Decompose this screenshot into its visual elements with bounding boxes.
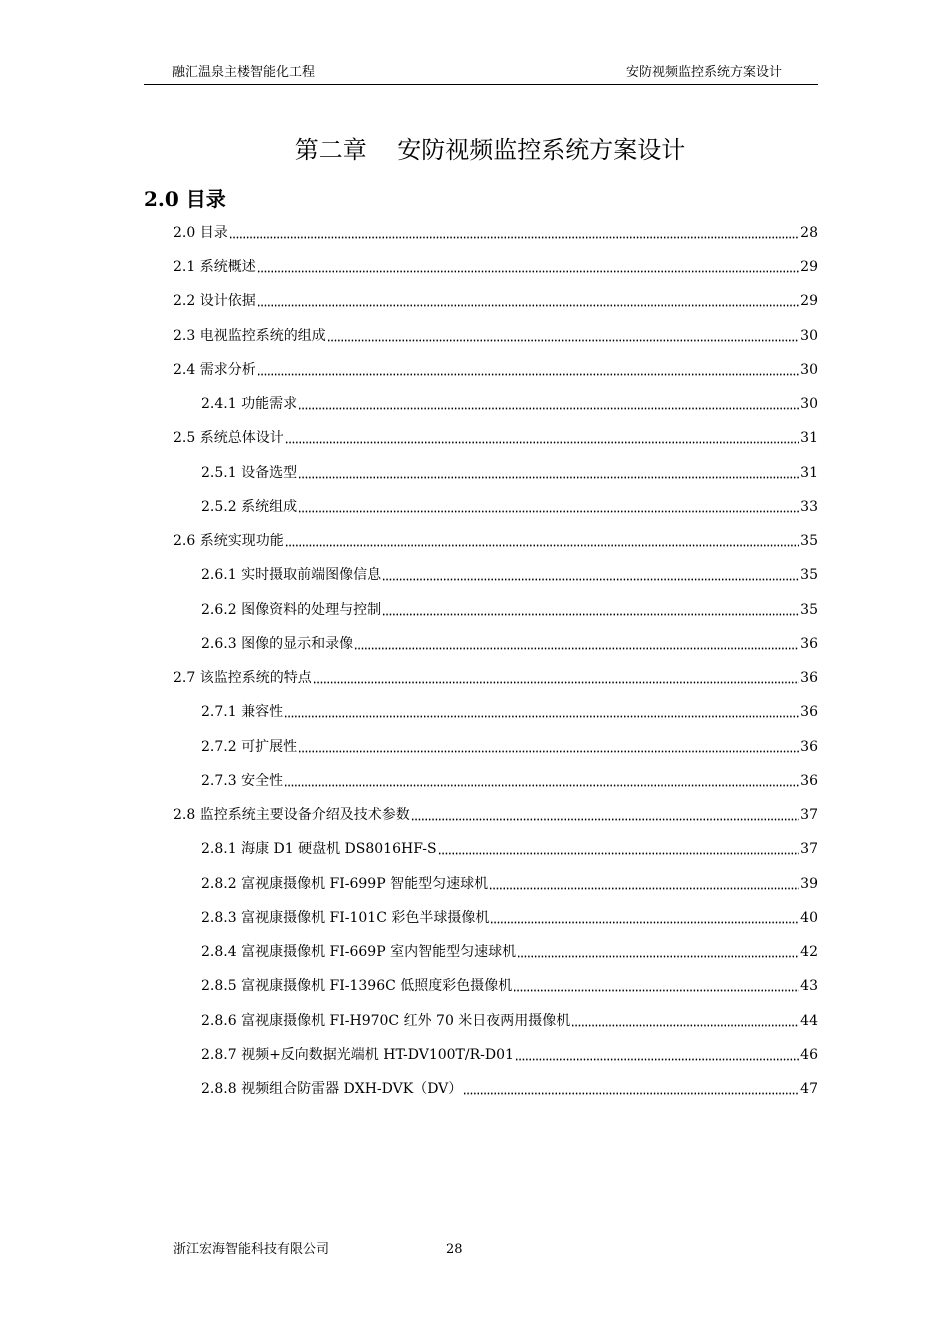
toc-dot-leader bbox=[489, 885, 799, 890]
toc-entry[interactable] bbox=[201, 872, 818, 894]
toc-entry[interactable] bbox=[201, 1077, 818, 1099]
toc-entry[interactable] bbox=[173, 529, 818, 551]
toc-entry-page: 31 bbox=[800, 430, 818, 447]
toc-entry[interactable] bbox=[173, 426, 818, 448]
toc-entry[interactable] bbox=[201, 769, 818, 791]
toc-entry-title: 2.7 该监控系统的特点 bbox=[173, 670, 312, 687]
toc-entry-page: 35 bbox=[800, 601, 818, 618]
toc-entry-title: 2.6.3 图像的显示和录像 bbox=[201, 635, 354, 652]
toc-entry[interactable] bbox=[201, 563, 818, 585]
toc-dot-leader bbox=[257, 371, 799, 376]
toc-entry-page: 36 bbox=[800, 704, 818, 721]
toc-entry-page: 37 bbox=[800, 807, 818, 824]
toc-entry-page: 47 bbox=[800, 1081, 818, 1097]
section-heading: 2.0 目录 bbox=[144, 187, 226, 211]
toc-entry[interactable] bbox=[201, 940, 818, 962]
toc-entry[interactable] bbox=[173, 255, 818, 277]
toc-entry-title: 2.8.8 视频组合防雷器 DXH-DVK（DV） bbox=[201, 1081, 463, 1097]
toc-entry[interactable] bbox=[201, 906, 818, 928]
toc-entry-page: 31 bbox=[800, 464, 818, 481]
toc-dot-leader bbox=[515, 1056, 799, 1061]
toc-entry-title: 2.7.2 可扩展性 bbox=[201, 738, 298, 755]
toc-entry-title: 2.5.2 系统组成 bbox=[201, 498, 298, 515]
toc-dot-leader bbox=[285, 542, 799, 547]
toc-entry-page: 44 bbox=[800, 1012, 818, 1029]
toc-entry-title: 2.7.1 兼容性 bbox=[201, 704, 284, 721]
toc-dot-leader bbox=[382, 611, 799, 616]
toc-entry[interactable] bbox=[201, 598, 818, 620]
toc-dot-leader bbox=[327, 337, 799, 342]
toc-entry-page: 36 bbox=[800, 772, 818, 789]
toc-dot-leader bbox=[284, 713, 799, 718]
toc-entry-page: 35 bbox=[800, 533, 818, 550]
toc-dot-leader bbox=[463, 1090, 799, 1095]
toc-entry-title: 2.5.1 设备选型 bbox=[201, 464, 298, 481]
toc-entry-page: 36 bbox=[800, 738, 818, 755]
toc-entry-page: 36 bbox=[800, 635, 818, 652]
toc-entry[interactable] bbox=[201, 392, 818, 414]
toc-entry-title: 2.8.7 视频+反向数据光端机 HT-DV100T/R-D01 bbox=[201, 1046, 514, 1063]
toc-entry-title: 2.8.3 富视康摄像机 FI-101C 彩色半球摄像机 bbox=[201, 909, 490, 926]
toc-dot-leader bbox=[285, 439, 799, 444]
toc-dot-leader bbox=[298, 508, 799, 513]
toc-entry[interactable] bbox=[201, 632, 818, 654]
toc-dot-leader bbox=[229, 234, 799, 239]
header-document-title: 安防视频监控系统方案设计 bbox=[625, 65, 782, 80]
toc-entry[interactable] bbox=[173, 221, 818, 243]
toc-entry-page: 30 bbox=[800, 361, 818, 378]
page-header bbox=[144, 64, 818, 85]
toc-entry[interactable] bbox=[201, 735, 818, 757]
toc-entry[interactable] bbox=[201, 974, 818, 996]
toc-entry-page: 28 bbox=[800, 225, 818, 241]
toc-dot-leader bbox=[517, 953, 799, 958]
toc-entry[interactable] bbox=[201, 461, 818, 483]
toc-entry[interactable] bbox=[173, 324, 818, 346]
toc-entry[interactable] bbox=[201, 495, 818, 517]
toc-entry-page: 43 bbox=[800, 978, 818, 995]
toc-entry-page: 40 bbox=[800, 909, 818, 926]
toc-entry-title: 2.6 系统实现功能 bbox=[173, 533, 284, 550]
toc-entry[interactable] bbox=[201, 700, 818, 722]
toc-dot-leader bbox=[257, 302, 799, 307]
chapter-title: 第二章 安防视频监控系统方案设计 bbox=[294, 136, 686, 164]
toc-dot-leader bbox=[298, 405, 799, 410]
toc-entry-page: 35 bbox=[800, 567, 818, 584]
toc-entry-title: 2.8.2 富视康摄像机 FI-699P 智能型匀速球机 bbox=[201, 875, 489, 892]
toc-entry[interactable] bbox=[173, 666, 818, 688]
toc-entry-title: 2.0 目录 bbox=[173, 225, 228, 241]
toc-dot-leader bbox=[411, 816, 799, 821]
toc-dot-leader bbox=[438, 850, 800, 855]
toc-entry[interactable] bbox=[201, 1009, 818, 1031]
toc-entry-page: 39 bbox=[800, 875, 818, 892]
toc-entry-page: 30 bbox=[800, 396, 818, 413]
toc-dot-leader bbox=[257, 268, 799, 273]
toc-entry-page: 46 bbox=[800, 1046, 818, 1063]
toc-entry-title: 2.8 监控系统主要设备介绍及技术参数 bbox=[173, 807, 410, 824]
toc-dot-leader bbox=[382, 576, 799, 581]
toc-entry-title: 2.1 系统概述 bbox=[173, 259, 256, 276]
footer-page-number: 28 bbox=[446, 1242, 463, 1257]
toc-dot-leader bbox=[513, 987, 799, 992]
toc-entry-title: 2.4 需求分析 bbox=[173, 361, 256, 378]
footer-company: 浙江宏海智能科技有限公司 bbox=[173, 1242, 330, 1257]
toc-entry[interactable] bbox=[201, 837, 818, 859]
toc-entry[interactable] bbox=[173, 803, 818, 825]
toc-dot-leader bbox=[313, 679, 799, 684]
toc-entry-title: 2.8.6 富视康摄像机 FI-H970C 红外 70 米日夜两用摄像机 bbox=[201, 1012, 571, 1029]
toc-dot-leader bbox=[298, 474, 799, 479]
toc-entry-title: 2.6.1 实时摄取前端图像信息 bbox=[201, 567, 382, 584]
toc-entry-page: 42 bbox=[800, 944, 818, 961]
toc-entry-title: 2.3 电视监控系统的组成 bbox=[173, 327, 326, 344]
toc-dot-leader bbox=[490, 919, 799, 924]
toc-entry-title: 2.4.1 功能需求 bbox=[201, 396, 298, 413]
toc-dot-leader bbox=[571, 1022, 799, 1027]
toc-entry-title: 2.2 设计依据 bbox=[173, 293, 256, 310]
toc-entry-title: 2.6.2 图像资料的处理与控制 bbox=[201, 601, 382, 618]
toc-entry-title: 2.8.5 富视康摄像机 FI-1396C 低照度彩色摄像机 bbox=[201, 978, 513, 995]
toc-entry[interactable] bbox=[173, 289, 818, 311]
toc-dot-leader bbox=[298, 748, 799, 753]
toc-entry-title: 2.5 系统总体设计 bbox=[173, 430, 284, 447]
toc-entry-page: 37 bbox=[800, 841, 818, 858]
toc-entry-page: 29 bbox=[800, 259, 818, 276]
toc-dot-leader bbox=[284, 782, 799, 787]
toc-entry-title: 2.8.4 富视康摄像机 FI-669P 室内智能型匀速球机 bbox=[201, 944, 517, 961]
toc-entry-page: 36 bbox=[800, 670, 818, 687]
header-project-name: 融汇温泉主楼智能化工程 bbox=[172, 65, 316, 80]
toc-entry[interactable] bbox=[173, 358, 818, 380]
toc-entry-page: 29 bbox=[800, 293, 818, 310]
toc-entry-title: 2.7.3 安全性 bbox=[201, 772, 284, 789]
toc-entry-page: 33 bbox=[800, 498, 818, 515]
toc-entry[interactable] bbox=[201, 1043, 818, 1065]
toc-entry-title: 2.8.1 海康 D1 硬盘机 DS8016HF-S bbox=[201, 841, 437, 858]
toc-entry-page: 30 bbox=[800, 327, 818, 344]
toc-dot-leader bbox=[354, 645, 799, 650]
